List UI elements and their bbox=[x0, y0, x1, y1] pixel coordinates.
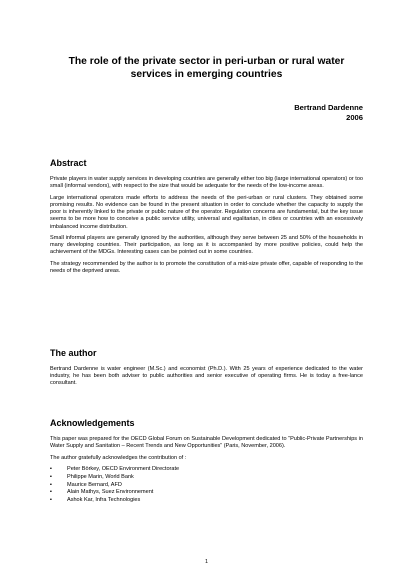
page-number: 1 bbox=[204, 559, 209, 565]
abstract-paragraph-1: Private players in water supply services in developing countries are generally either too big (large international operators) or too small (informal vendors), with respect to the size that would be adequate for the needs of the low-income areas. bbox=[50, 176, 363, 190]
bullet-icon: ▪ bbox=[50, 466, 52, 473]
bullet-icon: ▪ bbox=[50, 497, 52, 504]
abstract-paragraph-4: The strategy recommended by the author is to promote the constitution of a mid-size private offer, capable of responding to the needs of the deprived areas. bbox=[50, 260, 363, 275]
list-item bbox=[50, 466, 363, 474]
abstract-heading: Abstract bbox=[50, 158, 87, 168]
paper-title-line-2: services in emerging countries bbox=[130, 69, 283, 80]
contributor-name: Maurice Bernard, AFD bbox=[67, 481, 122, 488]
abstract-paragraph-2: Large international operators made efforts to address the needs of the peri-urban or rural clusters. They obtained some promising results. No evidence can be found in the present situation in order to conclude whether the capacity to supply the poor is inherently linked to the private or public nature of the operator. Regulation concerns are fundamental, but the key issue seems to be more how to conceive a public service utility, universal and egalitarian, in cities or countries with an excessively imbalanced income distribution. bbox=[50, 194, 363, 230]
paper-title-line-1: The role of the private sector in peri-urban or rural water bbox=[68, 56, 345, 67]
list-item bbox=[50, 497, 363, 505]
list-item bbox=[50, 489, 363, 497]
author-year: 2006 bbox=[346, 113, 363, 122]
author-paragraph: Bertrand Dardenne is water engineer (M.Sc.) and economist (Ph.D.). With 25 years of experience dedicated to the water industry, he has been both adviser to public authorities and senior executive of operating firms. He is today a free-lance consultant. bbox=[50, 366, 363, 387]
contributors-list bbox=[50, 466, 363, 505]
abstract-section bbox=[50, 176, 363, 280]
author-name: Bertrand Dardenne bbox=[294, 103, 363, 112]
bullet-icon: ▪ bbox=[50, 473, 52, 480]
author-heading: The author bbox=[50, 348, 97, 358]
abstract-paragraph-3: Small informal players are generally ignored by the authorities, although they serve between 25 and 50% of the households in many developing countries. Their participation, as long as it is accompanied by more positive policies, could help the achievement of the MDGs. Interesting cases can be pointed out in some countries. bbox=[50, 235, 363, 256]
author-section bbox=[50, 366, 363, 392]
acknowledgements-heading: Acknowledgements bbox=[50, 418, 135, 428]
list-item bbox=[50, 474, 363, 482]
acknowledgements-paragraph-1: This paper was prepared for the OECD Global Forum on Sustainable Development dedicated to “Public-Private Partnerships in Water Supply and Sanitation – Recent Trends and New Opportunities” (Paris, November, 2006). bbox=[50, 436, 363, 450]
contributor-name: Ashok Kar, Infra Technologies bbox=[67, 497, 141, 504]
acknowledgements-paragraph-2: The author gratefully acknowledges the contribution of : bbox=[50, 454, 187, 461]
list-item bbox=[50, 482, 363, 490]
contributor-name: Philippe Marin, World Bank bbox=[67, 473, 134, 480]
bullet-icon: ▪ bbox=[50, 481, 52, 488]
bullet-icon: ▪ bbox=[50, 489, 52, 496]
contributor-name: Peter Börkey, OECD Environment Directorate bbox=[67, 466, 180, 473]
acknowledgements-section bbox=[50, 436, 363, 505]
contributor-name: Alain Mathys, Suez Environnement bbox=[67, 489, 154, 496]
author-block bbox=[294, 103, 363, 123]
paper-title bbox=[40, 55, 373, 81]
